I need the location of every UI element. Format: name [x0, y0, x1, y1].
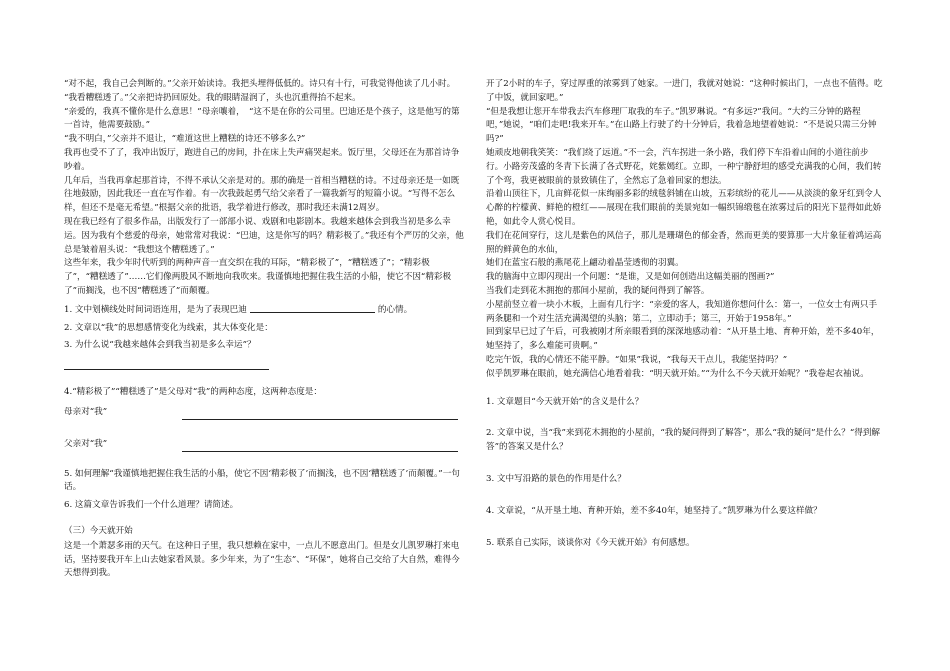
- question-4: 4.“精彩极了”“糟糕透了”是父母对“我”的两种态度，这两种态度是：: [64, 387, 322, 398]
- story-paragraph: “但是我想让您开车带我去汽车修理厂取我的车子。”凯罗琳说。“有多远?”我问。“大约三分钟的路程吧，”她说，“咱们走吧!我来开车。”在山路上行驶了约十分钟后，我着急地望着她说：“不是说只需三分钟吗?”: [486, 106, 877, 145]
- answer-blank[interactable]: [250, 303, 375, 313]
- story-paragraph: 似乎凯罗琳在眼前，她充满信心地看着我：“明天就开始。”“为什么不今天就开始呢？”我卷起衣袖说。: [486, 368, 869, 379]
- question-2: 2. 文章中说，当“我”来到花木拥抱的小屋前，“我的疑问得到了解答”，那么“我的疑问”是什么？“得到解答”的答案又是什么？: [486, 428, 881, 453]
- story-paragraph: 这是一个萧瑟多雨的天气。在这种日子里，我只想赖在家中，一点儿不愿意出门。但是女儿凯罗琳打来电话，坚持要我开车上山去她家看风景。多少年来，为了“生态”、“环保”，她将自己交给了大自然，难得今天想得到我。: [64, 540, 460, 579]
- story-paragraph: “对不起，我自己会判断的。”父亲开始读诗。我把头埋得低低的。诗只有十行，可我觉得他读了几小时。: [64, 79, 456, 89]
- question-5: 5. 如何理解“我谨慎地把握住我生活的小船，使它不因‘精彩极了’而搁浅，也不因‘糟糕透了’而颠覆。”一句话。: [64, 468, 460, 493]
- question-4: 4. 文章说，“从开垦土地、育种开始，差不多40年，她坚持了。”凯罗琳为什么要这样做？: [486, 505, 822, 516]
- section-title: （三）今天就开始: [64, 525, 133, 536]
- right-column: [486, 78, 884, 550]
- answer-line[interactable]: [182, 409, 458, 420]
- mother-label: 母亲对“我”: [64, 406, 108, 417]
- story-paragraph: 吃完午饭，我的心情还不能平静。“如果”我说，“我每天干点儿，我能坚持吗？”: [486, 354, 788, 365]
- question-6: 6. 这篇文章告诉我们一个什么道理？请简述。: [64, 500, 239, 511]
- question-1-suffix: 的心情。: [377, 304, 413, 315]
- story-paragraph: “我看糟糕透了。”父亲把诗扔回原处。我的眼睛湿润了，头也沉重得抬不起来。: [64, 92, 361, 103]
- story-paragraph: 我的脑海中立即闪现出一个问题：“是谁，又是如何创造出这幅美丽的图画?”: [486, 272, 775, 283]
- father-label: 父亲对“我”: [64, 438, 108, 449]
- left-column: [64, 78, 464, 581]
- story-paragraph: 她们在蓝宝石般的燕尾花上翩动着晶莹透彻的羽翼。: [486, 258, 684, 269]
- question-2: 2. 文章以“我”的思想感情变化为线索，其大体变化是：: [64, 322, 273, 333]
- story-paragraph: 我再也受不了了，我冲出饭厅，跑进自己的房间，扑在床上失声痛哭起来。饭厅里，父母还在为那首诗争吵着。: [64, 147, 460, 172]
- story-paragraph: 我们在花间穿行，这儿是紫色的风信子，那儿是珊瑚色的郁金香，然而更美的要算那一大片象征着鸿运高照的鲜黄色的水仙，: [486, 230, 882, 255]
- question-1-text: 1. 文中划横线处时间词语连用，是为了表现巴迪: [64, 304, 247, 315]
- question-3: 3. 为什么说“我越来越体会到我当初是多么幸运”？: [64, 340, 256, 351]
- story-paragraph: 几年后，当我再拿起那首诗，不得不承认父亲是对的。那的确是一首相当糟糕的诗。不过母亲还是一如既往地鼓励，因此我还一直在写作着。有一次我鼓起勇气给父亲看了一篇我新写的短篇小说。“写得不怎么样，但还不是毫无希望。”根据父亲的批语，我学着进行修改，那时我还未满12周岁。: [64, 175, 460, 214]
- story-paragraph: 回到家早已过了午后，可我被刚才所亲眼看到的深深地感动着：“从开垦土地、育种开始，差不多40年，她坚持了，多么难能可贵啊。”: [486, 327, 880, 352]
- question-3: 3. 文中写沿路的景色的作用是什么？: [486, 473, 626, 484]
- question-1: 1. 文章题目“今天就开始”的含义是什么？: [486, 396, 644, 407]
- answer-line[interactable]: [182, 441, 458, 452]
- story-paragraph: 小屋前竖立着一块小木板，上面有几行字：“亲爱的客人，我知道你想问什么：第一，一位女士有两只手两条腿和一个对生活充满渴望的头脑；第二，立即动手；第三，开始于1958年。”: [486, 299, 878, 324]
- story-paragraph: 她顽皮地朝我笑笑：“我们绕了远道。”不一会，汽车拐进一条小路，我们停下车沿着山间的小道往前步行。小路旁茂盛的冬青下长满了各式野花，姹紫嫣红。立即，一种宁静舒坦的感受充满我的心间，我们转了个弯，我更被眼前的景致镇住了，全然忘了急着回家的想法。: [486, 147, 882, 186]
- story-paragraph: 现在我已经有了很多作品，出版发行了一部部小说、戏剧和电影剧本。我越来越体会到我当初是多么幸运。因为我有个慈爱的母亲，她常常对我说：“巴迪，这是你写的吗？精彩极了。”我还有个严厉的父亲，他总是皱着眉头说：“我想这个糟糕透了。”: [64, 216, 464, 255]
- story-paragraph: 当我们走到花木拥抱的那间小屋前，我的疑问得到了解答。: [486, 285, 710, 296]
- story-paragraph: 沿着山顶往下，几亩鲜花似一床绚丽多彩的绒毯斜铺在山坡，五彩缤纷的花儿——从淡淡的象牙红到令人心醉的柠檬黄、鲜艳的橙红——展现在我们眼前的美景宛如一幅织锦缎毯在浓雾过后的阳光下显得如此娇艳，如此令人赏心悦目。: [486, 189, 882, 227]
- story-paragraph: “亲爱的，我真不懂你是什么意思！”母亲嚷着， “这不是在你的公司里。巴迪还是个孩子，这是他写的第一首诗，他需要鼓励。”: [64, 106, 460, 131]
- answer-line[interactable]: [64, 359, 269, 370]
- question-1: [64, 303, 464, 318]
- question-5: 5. 联系自己实际，谈谈你对《今天就开始》有何感想。: [486, 537, 695, 548]
- story-paragraph: “我不明白，”父亲并不退让，“难道这世上糟糕的诗还不够多么?”: [64, 134, 306, 145]
- mother-attitude-row: [64, 406, 464, 420]
- story-paragraph: 开了2小时的车子，穿过厚重的浓雾到了她家。一进门，我就对她说：“这种时候出门，一点也不值得。吃了中饭，就回家吧。”: [486, 79, 883, 103]
- father-attitude-row: [64, 438, 464, 452]
- story-paragraph: 这些年来，我少年时代听到的两种声音一直交织在我的耳际，“精彩极了”，“糟糕透了”；“精彩极了”，“糟糕透了”……它们像两股风不断地向我吹来。我谨慎地把握住我生活的小船，使它不因“精彩极了”而搁浅，也不因“糟糕透了”而颠覆。: [64, 258, 452, 296]
